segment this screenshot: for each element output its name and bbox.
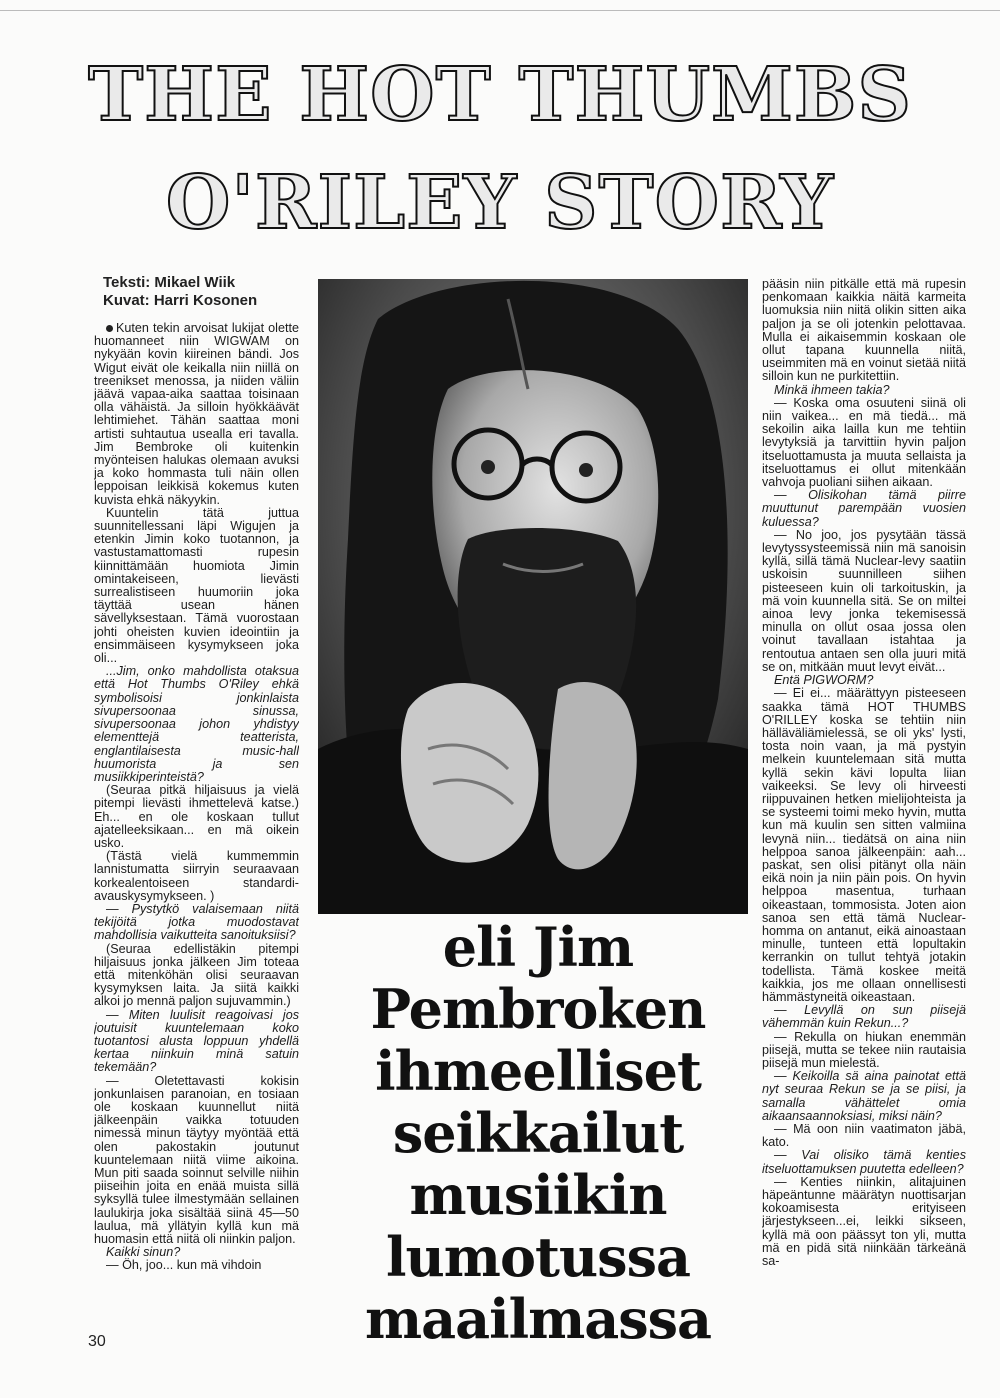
left-column-paragraph: [94, 322, 299, 507]
right-column-paragraph: [762, 687, 966, 1004]
left-column-paragraph-text: — Öh, joo... kun mä vihdoin: [106, 1258, 262, 1273]
right-column-paragraph: [762, 1031, 966, 1071]
left-column-paragraph-text: Kuuntelin tätä juttua suunnitellessani läpi Wigujen ja etenkin Jimin koko tuotannon, ja vastustamattomasti rupesin kiinnittämään huomiota Jimin omintakeiseen, lievästi surrealistiseen huumoriin joka täyttää usean hänen sävellyksestaan. Tämä vuorostaan johti oheisten kuvien ideointiin ja ensimmäiseen kysymykseen joka oli...: [94, 505, 299, 666]
byline-photos: Kuvat: Harri Kosonen: [103, 292, 258, 309]
left-column-paragraph-text: Kaikki sinun?: [106, 1245, 181, 1260]
page-number: 30: [88, 1333, 106, 1350]
left-column-paragraph-text: (Tästä vielä kummemmin lannistumatta siirryin seuraavaan korkealentoiseen standardi-avauskysymykseen. ): [94, 849, 299, 903]
subheadline-line: lumotussa: [386, 1225, 690, 1289]
right-column-paragraph-text: — Ei ei... määrättyyn pisteeseen saakka tämä HOT THUMBS O'RILLEY koska se tehtiin niin hälläväliämielessä, se oli yks' lysti, tosta noin vaan, ja mä pystyin melkein kuuntelemaan sitä mutta kyllä sekin kävi lopulta liian vaikeeksi. Se levy oli hirveesti riippuvainen hetken mielijohteista ja se systeemi toimi meko hyvin, mutta kun mä kuulin sen sitten valmiina levynä niin... tiedätsä on aina niin helppoa sanoa jälkeenpäin: aah... paskat, sen olisi pitänyt olla näin eikä noin ja niin päin pois. On hyvin helppoa masentua, turhaan oikeastaan, tommosista. Joten aion sanoa sen että tämä Nuclear-homma on antanut, eikä ainoastaan minulle, tunteen että lopultakin kerrankin on tullut tehtyä jotakin todellista. Tämä koskee meitä kaikkia, jos me ollaan onnellisesti hämmästyneitä oikeastaan.: [762, 686, 966, 1004]
subheadline-line: seikkailut: [392, 1101, 684, 1165]
left-column: [94, 322, 299, 1334]
right-column-paragraph-text: Minkä ihmeen takia?: [774, 382, 890, 397]
right-column-paragraph: [762, 1149, 966, 1175]
right-column-paragraph: [762, 397, 966, 489]
right-column-paragraph-text: — Keikoilla sä aina painotat että nyt seuraa Rekun se ja se piisi, ja samalla vähättelet omia aikaansaannoksiasi, miksi näin?: [762, 1069, 966, 1123]
left-column-paragraph: [94, 665, 299, 784]
right-column-paragraph-text: — Rekulla on hiukan enemmän piisejä, mutta se tekee niin rautaisia piisejä mun mielestä.: [762, 1029, 966, 1070]
right-column-paragraph-text: — Vai olisiko tämä kenties itseluottamuksen puutetta edelleen?: [762, 1148, 966, 1176]
left-column-paragraph-text: ...Jim, onko mahdollista otaksua että Hot Thumbs O'Riley ehkä symbolisoisi jonkinlaista sivupersoonaa sinussa, sivupersoonaa johon yhdistyy elementtejä teatteristа, englantilaisesta music-hall huumorista ja sen musiikkiperinteistä?: [94, 664, 299, 784]
byline-text: Teksti: Mikael Wiik: [103, 274, 236, 291]
left-column-paragraph: [94, 784, 299, 850]
left-column-paragraph-text: — Miten luulisit reagoivasi jos joutuisit kuuntelemaan koko tuotantosi alusta loppuun yhdellä kertaa niinkuin minä satuin tekemään?: [94, 1007, 299, 1075]
bullet-icon: [106, 325, 113, 332]
left-column-paragraph: [94, 1075, 299, 1247]
subheadline-line: musiikin: [409, 1163, 667, 1227]
left-column-paragraph-text: Kuten tekin arvoisat lukijat olette huomanneet niin WIGWAM on nykyään kovin kiireinen bändi. Jos Wigut eivät ole keikalla niin niillä on treenikset menossa, ja niiden väliin jäävä vapaa-aika saattaa toisinaan olla vähäistä. Ja silloin hyökkäävät lehtimiehet. Tähän saattaa moni artisti suhtautua usealla eri tavalla. Jim Bembroke oli kuitenkin myönteisen halukas olemaan avuksi ja koko hommasta tuli näin ollen leppoisan leikkisä kokemus kuten kuvista ehkä näkyykin.: [94, 322, 299, 507]
right-column-paragraph: [762, 529, 966, 674]
left-column-paragraph: [94, 1009, 299, 1075]
left-column-paragraph: [94, 903, 299, 943]
right-column-paragraph-text: — Mä oon niin vaatimaton jäbä, kato.: [762, 1122, 966, 1150]
headline-line-1: THE HOT THUMBS: [88, 52, 912, 138]
right-column-paragraph: [762, 1004, 966, 1030]
subheadline-line: maailmassa: [364, 1287, 712, 1351]
left-column-paragraph-text: — Oletettavasti kokisin jonkunlaisen paranoian, en tosiaan ole koskaan kuunnellut niitä jälkeenpäin vaikka totuuden nimessä minun täytyy myöntää että olen pakostakin joutunut kuuntelemaan niitä viime aikoina. Mun piti saada soinnut selville niihin piiseihin joita en enää muista sillä syksyllä tulee ilmestymään sellainen laulukirja joka sisältää siinä 45—50 laulua, mä yllätyin kyllä kun mä huomasin että niitä oli niinkin paljon.: [94, 1073, 299, 1247]
byline: [103, 274, 303, 310]
headline-line-2: O'RILEY STORY: [165, 160, 835, 246]
subheadline: [338, 916, 738, 1350]
left-column-paragraph-text: (Seuraa pitkä hiljaisuus ja vielä pitempi lievästi ihmettelevä katse.) Eh... en ole koskaan tullut ajatelleeksikaan... en mä oikein usko.: [94, 783, 299, 850]
right-column-paragraph: [762, 1123, 966, 1149]
right-column-paragraph-text: — Olisikohan tämä piirre muuttunut parempään vuosien kuluessa?: [762, 488, 966, 529]
left-column-paragraph: [94, 850, 299, 903]
right-column-paragraph: [762, 489, 966, 529]
left-column-paragraph: [94, 1259, 299, 1272]
portrait-illustration: [318, 279, 748, 914]
right-column-paragraph-text: — Levyllä on sun piisejä vähemmän kuin Rekun...?: [762, 1003, 966, 1031]
subheadline-line: ihmeelliset: [375, 1039, 701, 1103]
subheadline-line: Pembroken: [370, 977, 706, 1041]
top-edge-line: [0, 10, 1000, 11]
right-column-paragraph-text: — Kenties niinkin, alitajuinen häpeäntunne määrätyn nuottisarjan kokoamisesta erityiseen järjestykseen...ei, leikki sikseen, kyllä mä oon päässyt ton yli, mutta mä en pidä sitä niinkään tärkeänä sa-: [762, 1174, 966, 1269]
left-column-paragraph-text: (Seuraa edellistäkin pitempi hiljaisuus jonka jälkeen Jim toteaa että mitenköhän olisi seuraavan kysymyksen laita. Ja siitä kaikki alkoi jo mennä paljon sujuvammin.): [94, 941, 299, 1009]
left-column-paragraph-text: — Pystytkö valaisemaan niitä tekijöitä jotka muodostavat mahdollisia vaikutteita sanoituksiisi?: [94, 901, 299, 943]
right-column-paragraph: [762, 1070, 966, 1123]
left-column-paragraph: [94, 507, 299, 665]
left-column-paragraph: [94, 943, 299, 1009]
right-column-paragraph: [762, 278, 966, 384]
right-column-paragraph-text: — Koska oma osuuteni siinä oli niin vaikea... en mä tiedä... mä sekoilin aika lailla kun me tehtiin levytyksiä ja tarvittiin hyvin paljon itseluottamusta ja muuta sellaista ja itseluottamus ei ollut mitenkään vahvoja puoliani siihen aikaan.: [762, 395, 966, 490]
right-column-paragraph: [762, 1176, 966, 1268]
right-column-paragraph-text: Entä PIGWORM?: [774, 673, 874, 688]
right-column: [762, 278, 966, 1374]
subheadline-line: eli Jim: [442, 915, 634, 979]
right-column-paragraph-text: pääsin niin pitkälle että mä rupesin penkomaan kaikkia näitä karmeita luomuksia niin niitä olikin sitten aika paljon ja se oli jotenkin pelottavaa. Mulla ei aikaisemmin koskaan ole ollut tapana kuunnella niitä, useimmiten mä en voinut sietää niitä silloin kun ne purkitettiin.: [762, 278, 966, 384]
right-column-paragraph-text: — No joo, jos pysytään tässä levytyssysteemissä niin mä sanoisin kyllä, sillä tämä Nuclear-levy saatiin uskoisin suunnilleen siihen pisteeseen kuin oli tarkoituskin, ja mä voin kuunnella sitä. Se on miltei ainoa levy jonka tekemisessä minulla on ollut osaa jossa olen voinut tavallaan istahtaa ja rentoutua antaen sen olla juuri mitä se on, mitkään muut levyt eivät...: [762, 527, 966, 674]
portrait-photo: [318, 279, 748, 914]
